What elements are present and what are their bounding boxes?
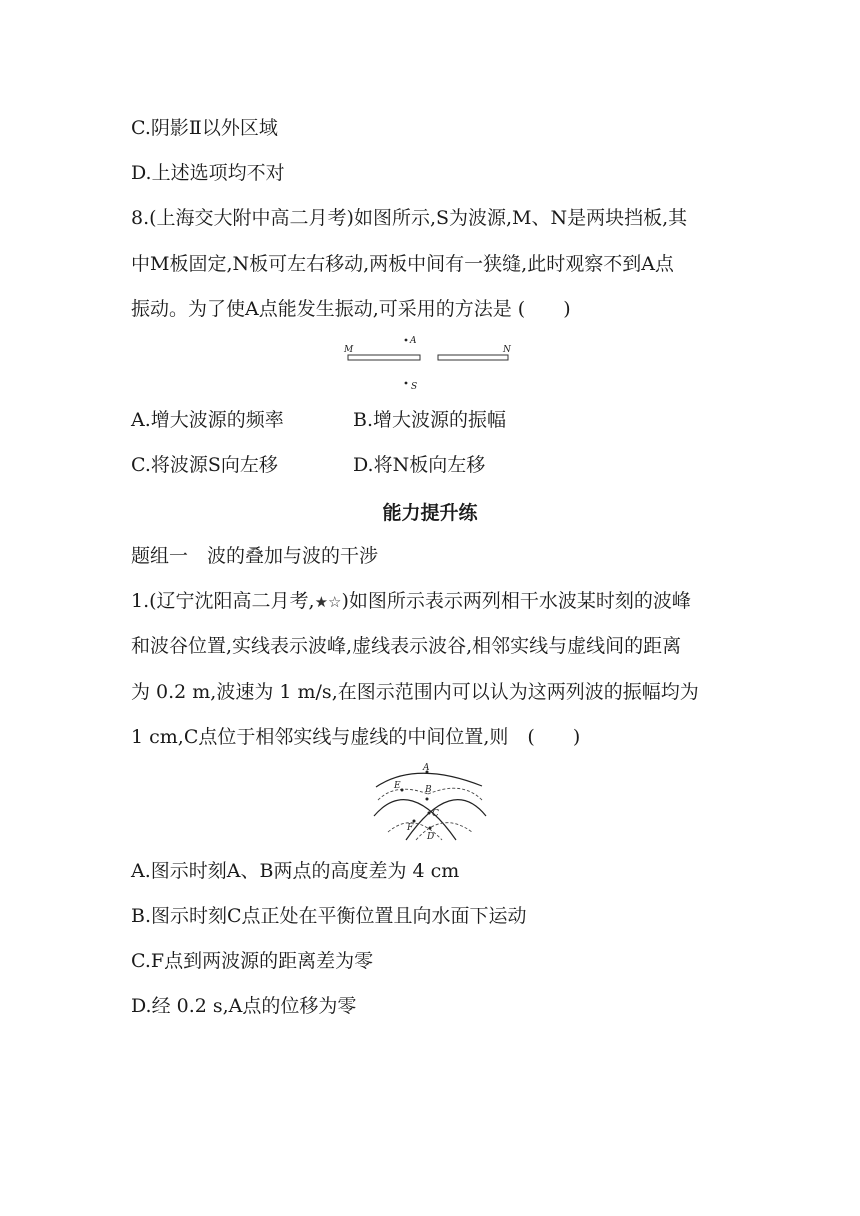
q8-option-b: B.增大波源的振幅: [353, 409, 507, 431]
q1-option-d: D.经 0.2 s,A点的位移为零: [131, 995, 357, 1017]
barrier-m: [348, 355, 420, 360]
label-b: B: [425, 785, 432, 795]
source-s-dot: [405, 382, 408, 385]
label-e: E: [394, 781, 401, 791]
point-e: [401, 789, 404, 792]
point-a-dot: [405, 339, 408, 342]
question-group-title: 题组一 波的叠加与波的干涉: [131, 545, 379, 567]
q7-option-d: D.上述选项均不对: [131, 162, 285, 184]
q8-option-a: A.增大波源的频率: [131, 409, 284, 431]
q8-option-d: D.将N板向左移: [353, 454, 486, 476]
label-a: A: [423, 763, 430, 773]
point-c: [428, 812, 431, 815]
q1-stem-line-3: 为 0.2 m,波速为 1 m/s,在图示范围内可以认为这两列波的振幅均为: [131, 681, 699, 703]
label-m: M: [344, 345, 354, 355]
q8-figure-barriers: [340, 330, 520, 395]
q1-stem-line-1b: )如图所示表示两列相干水波某时刻的波峰: [341, 590, 691, 612]
q1-stem-line-1: [131, 588, 691, 615]
q1-stem-line-4: 1 cm,C点位于相邻实线与虚线的中间位置,则 ( ): [131, 726, 581, 748]
label-d: D: [427, 832, 435, 842]
label-f: F: [407, 823, 414, 833]
q1-stem-line-1a: 1.(辽宁沈阳高二月考,: [131, 590, 315, 612]
point-d: [429, 827, 432, 830]
q8-stem-line-2: 中M板固定,N板可左右移动,两板中间有一狭缝,此时观察不到A点: [131, 253, 674, 275]
q1-option-c: C.F点到两波源的距离差为零: [131, 950, 374, 972]
label-n: N: [503, 345, 511, 355]
label-c: C: [432, 809, 439, 819]
q7-option-c: C.阴影Ⅱ以外区域: [131, 117, 278, 139]
q1-figure-interference: [370, 760, 490, 842]
q8-stem-line-1: 8.(上海交大附中高二月考)如图所示,S为波源,M、N是两块挡板,其: [131, 207, 688, 229]
point-b: [426, 798, 429, 801]
two-star-difficulty-icon: ★☆: [314, 593, 342, 611]
label-a: A: [410, 336, 417, 346]
q8-stem-line-3: 振动。为了使A点能发生振动,可采用的方法是 ( ): [131, 298, 571, 320]
barrier-n: [438, 355, 508, 360]
q1-stem-line-2: 和波谷位置,实线表示波峰,虚线表示波谷,相邻实线与虚线间的距离: [131, 635, 682, 657]
label-s: S: [411, 382, 418, 392]
section-title: 能力提升练: [382, 502, 478, 524]
q8-option-c: C.将波源S向左移: [131, 454, 278, 476]
q1-option-a: A.图示时刻A、B两点的高度差为 4 cm: [131, 860, 460, 882]
q1-option-b: B.图示时刻C点正处在平衡位置且向水面下运动: [131, 905, 527, 927]
